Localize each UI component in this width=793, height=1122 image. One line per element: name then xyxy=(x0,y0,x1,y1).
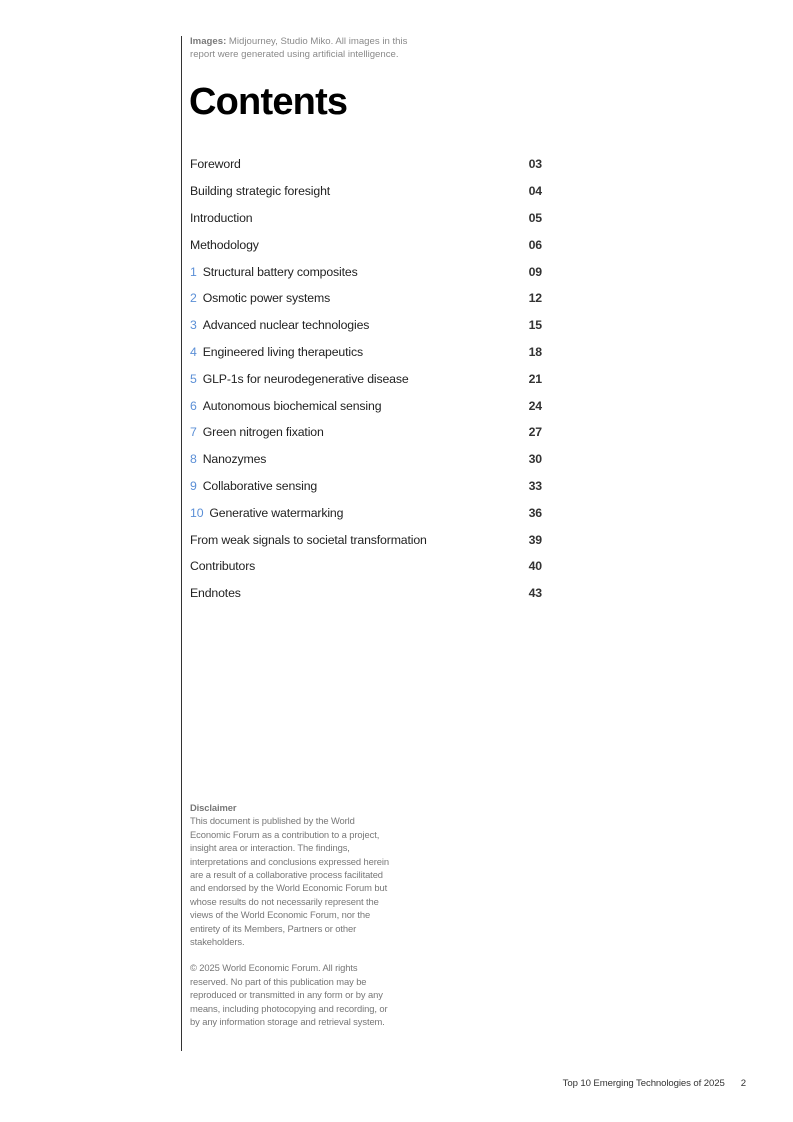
toc-entry[interactable] xyxy=(190,580,542,607)
toc-entry-text: Endnotes xyxy=(190,586,241,601)
toc-entry-label xyxy=(190,399,518,413)
image-credit-text: Midjourney, Studio Miko. All images in this report were generated using artificial intelligence. xyxy=(190,36,408,60)
toc-entry-text: Collaborative sensing xyxy=(202,478,318,493)
toc-entry-label xyxy=(190,318,518,332)
toc-entry-number: 3 xyxy=(190,318,197,333)
page-footer xyxy=(0,1078,746,1089)
toc-entry[interactable] xyxy=(190,553,542,580)
toc-entry-page: 21 xyxy=(528,371,542,386)
toc-entry-number: 9 xyxy=(190,478,197,493)
toc-entry-text: Methodology xyxy=(190,237,259,252)
toc-entry-label xyxy=(190,586,518,600)
toc-entry[interactable] xyxy=(190,339,542,366)
toc-entry-label xyxy=(190,184,518,198)
toc-entry[interactable] xyxy=(190,365,542,392)
toc-entry-page: 05 xyxy=(528,210,542,225)
toc-entry-page: 39 xyxy=(528,532,542,547)
toc-entry-text: Structural battery composites xyxy=(202,264,358,279)
toc-entry-text: Contributors xyxy=(190,559,256,574)
toc-entry-page: 04 xyxy=(528,184,542,199)
toc-entry-text: Autonomous biochemical sensing xyxy=(202,398,382,413)
toc-entry-text: Osmotic power systems xyxy=(202,291,331,306)
toc-entry-number: 10 xyxy=(190,505,204,520)
toc-entry-page: 24 xyxy=(528,398,542,413)
toc-entry-label xyxy=(190,372,518,386)
toc-entry-page: 30 xyxy=(528,452,542,467)
toc-entry[interactable] xyxy=(190,419,542,446)
toc-entry-page: 03 xyxy=(528,157,542,172)
toc-entry-text: Green nitrogen fixation xyxy=(202,425,324,440)
toc-entry[interactable] xyxy=(190,526,542,553)
toc-entry-page: 27 xyxy=(528,425,542,440)
toc-entry-number: 1 xyxy=(190,264,197,279)
toc-entry-label xyxy=(190,211,518,225)
toc-entry-text: Foreword xyxy=(190,157,241,172)
toc-entry-label xyxy=(190,345,518,359)
toc-entry[interactable] xyxy=(190,151,542,178)
toc-entry-number: 6 xyxy=(190,398,197,413)
toc-entry[interactable] xyxy=(190,446,542,473)
toc-entry[interactable] xyxy=(190,178,542,205)
toc-entry[interactable] xyxy=(190,231,542,258)
toc-entry[interactable] xyxy=(190,312,542,339)
toc-entry-page: 33 xyxy=(528,478,542,493)
toc-entry-text: Building strategic foresight xyxy=(190,184,331,199)
toc-entry-number: 5 xyxy=(190,371,197,386)
toc-entry[interactable] xyxy=(190,499,542,526)
toc-entry-number: 7 xyxy=(190,425,197,440)
footer-report-title: Top 10 Emerging Technologies of 2025 xyxy=(562,1078,725,1089)
toc-entry-text: GLP-1s for neurodegenerative disease xyxy=(202,371,409,386)
image-credit-label: Images: xyxy=(190,36,227,47)
toc-entry[interactable] xyxy=(190,392,542,419)
toc-entry[interactable] xyxy=(190,285,542,312)
table-of-contents xyxy=(190,151,542,607)
toc-entry-text: From weak signals to societal transformation xyxy=(190,532,427,547)
toc-entry-number: 4 xyxy=(190,344,197,359)
toc-entry-text: Introduction xyxy=(190,210,253,225)
disclaimer-spacer xyxy=(190,948,390,961)
toc-entry-page: 43 xyxy=(528,586,542,601)
toc-entry-page: 36 xyxy=(528,505,542,520)
page-title: Contents xyxy=(189,81,348,123)
toc-entry-label xyxy=(190,238,518,252)
disclaimer-body: This document is published by the World Economic Forum as a contribution to a project, insight area or interaction. The findings, interpretations and conclusions expressed herein are a result of a collaborative process facilitated and endorsed by the World Economic Forum but whose results do not necessarily represent the views of the World Economic Forum, nor the entirety of its Members, Partners or other stakeholders. xyxy=(190,815,389,948)
toc-entry-page: 40 xyxy=(528,559,542,574)
toc-entry-label xyxy=(190,506,518,520)
toc-entry-text: Engineered living therapeutics xyxy=(202,344,363,359)
left-vertical-rule xyxy=(181,36,182,1051)
footer-page-number: 2 xyxy=(740,1078,746,1089)
toc-entry-number: 8 xyxy=(190,452,197,467)
toc-entry-page: 15 xyxy=(528,318,542,333)
toc-entry-page: 12 xyxy=(528,291,542,306)
toc-entry[interactable] xyxy=(190,258,542,285)
toc-entry-page: 18 xyxy=(528,344,542,359)
toc-entry-page: 09 xyxy=(528,264,542,279)
toc-entry[interactable] xyxy=(190,473,542,500)
toc-entry-text: Advanced nuclear technologies xyxy=(202,318,370,333)
toc-entry-label xyxy=(190,157,518,171)
toc-entry-label xyxy=(190,559,518,573)
disclaimer-heading: Disclaimer xyxy=(190,802,237,813)
toc-entry-label xyxy=(190,425,518,439)
toc-entry[interactable] xyxy=(190,205,542,232)
toc-entry-number: 2 xyxy=(190,291,197,306)
toc-entry-page: 06 xyxy=(528,237,542,252)
toc-entry-label xyxy=(190,533,518,547)
toc-entry-text: Nanozymes xyxy=(202,452,267,467)
toc-entry-label xyxy=(190,291,518,305)
toc-entry-label xyxy=(190,479,518,493)
image-credit xyxy=(190,36,430,61)
copyright-notice: © 2025 World Economic Forum. All rights reserved. No part of this publication may be reproduced or transmitted in any form or by any means, including photocopying and recording, or by any information storage and retrieval system. xyxy=(190,962,388,1028)
disclaimer-block xyxy=(190,801,390,1029)
toc-entry-label xyxy=(190,452,518,466)
toc-entry-label xyxy=(190,265,518,279)
toc-entry-text: Generative watermarking xyxy=(209,505,344,520)
